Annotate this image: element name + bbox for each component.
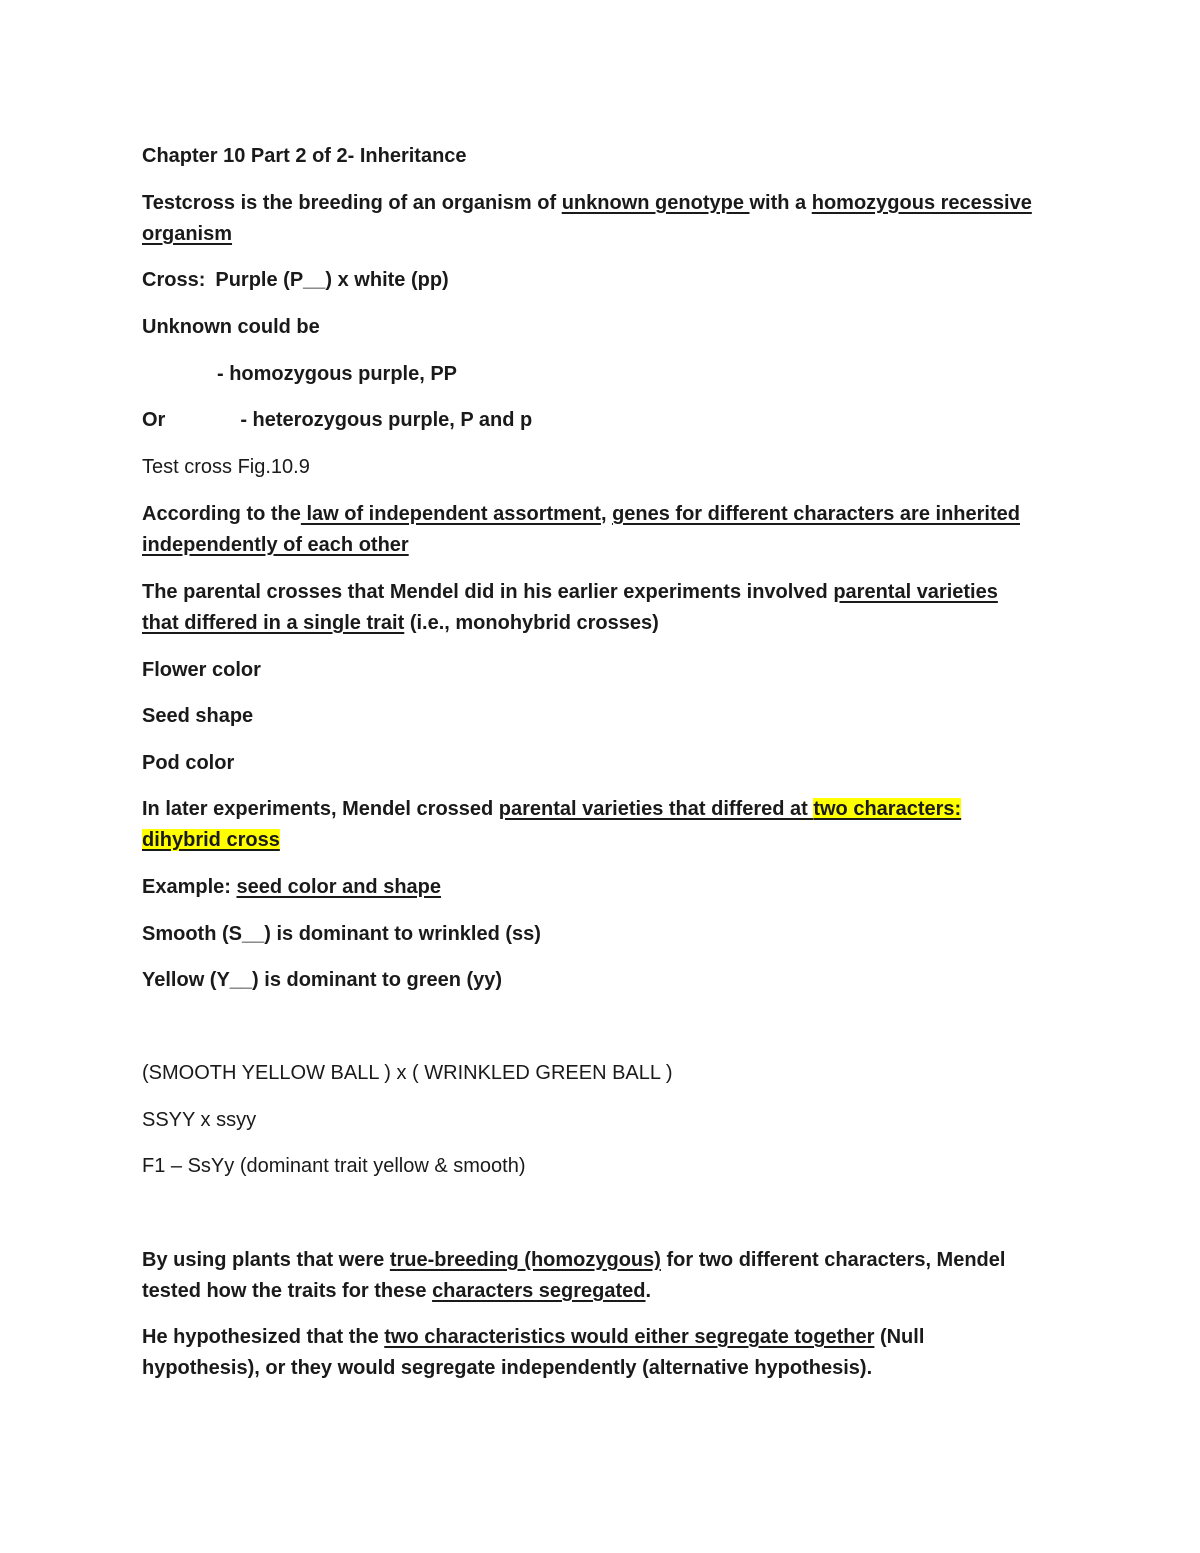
law-underline-independently: independently of each other: [142, 534, 409, 556]
law-underline-genes: genes for different characters are inherited: [612, 503, 1020, 525]
plants-underline-segregated: characters segregated: [432, 1280, 646, 1302]
parental-text-2: (i.e., monohybrid crosses): [404, 612, 659, 634]
testcross-figure-ref: [142, 452, 310, 483]
testcross-text-1: Testcross is the breeding of an organism of: [142, 192, 562, 214]
example-underline: seed color and shape: [236, 876, 441, 898]
example-line: [142, 872, 441, 903]
testcross-figure-text: Test cross Fig.10.9: [142, 456, 310, 478]
law-line-cont: [142, 530, 409, 561]
or-label: Or: [142, 409, 166, 431]
hypothesis-line-cont: [142, 1353, 872, 1384]
trait-item: [142, 655, 261, 686]
hypothesis-line: [142, 1322, 924, 1353]
plants-text-2: for two different characters, Mendel: [660, 1249, 1006, 1271]
genotypes-text: SSYY x ssyy: [142, 1109, 257, 1131]
testcross-definition: [142, 188, 1032, 219]
later-line: [142, 794, 961, 825]
balls-line: [142, 1058, 672, 1089]
cross-line: [142, 265, 449, 296]
yellow-line: [142, 965, 502, 996]
law-line: [142, 499, 1020, 530]
plants-line-cont: [142, 1276, 651, 1307]
smooth-text: Smooth (S__) is dominant to wrinkled (ss): [142, 923, 541, 945]
plants-underline-true-breeding: true-breeding (homozygous): [389, 1249, 661, 1271]
trait-pod-color: Pod color: [142, 752, 235, 774]
plants-text-1: By using plants that were: [142, 1249, 390, 1271]
trait-flower-color: Flower color: [142, 659, 261, 681]
option-heterozygous: [142, 405, 532, 436]
testcross-underline-homozygous: homozygous recessive: [811, 192, 1032, 214]
hypothesis-underline: two characteristics would either segregate together: [384, 1326, 875, 1348]
parental-underline-single-trait: that differed in a single trait: [142, 612, 405, 634]
testcross-underline-organism: organism: [142, 223, 233, 245]
page-title: [142, 141, 467, 172]
f1-text: F1 – SsYy (dominant trait yellow & smooth): [142, 1155, 526, 1177]
law-underline-name: law of independent assortment: [300, 503, 601, 525]
plants-line: [142, 1245, 1005, 1276]
unknown-line: [142, 312, 320, 343]
testcross-text-2: with a: [749, 192, 812, 214]
option-homozygous: [217, 359, 457, 390]
testcross-definition-cont: [142, 219, 232, 250]
option-heterozygous-text: - heterozygous purple, P and p: [240, 409, 533, 431]
hypothesis-text-1: He hypothesized that the: [142, 1326, 385, 1348]
later-highlight-dihybrid: dihybrid cross: [142, 829, 280, 851]
hypothesis-text-3: hypothesis), or they would segregate independently (alternative hypothesis).: [142, 1357, 873, 1379]
unknown-text: Unknown could be: [142, 316, 320, 338]
option-homozygous-text: - homozygous purple, PP: [217, 363, 458, 385]
cross-label: Cross:: [142, 269, 206, 291]
parental-underline-varieties: parental varieties: [833, 581, 998, 603]
trait-item: [142, 701, 253, 732]
parental-line-cont: [142, 608, 659, 639]
trait-item: [142, 748, 234, 779]
testcross-underline-unknown: unknown genotype: [561, 192, 750, 214]
later-underline-varieties: parental varieties that differed at: [498, 798, 814, 820]
yellow-text: Yellow (Y__) is dominant to green (yy): [142, 969, 503, 991]
genotypes-line: [142, 1105, 256, 1136]
cross-text: Purple (P__) x white (pp): [215, 269, 449, 291]
later-text-1: In later experiments, Mendel crossed: [142, 798, 499, 820]
hypothesis-text-2: (Null: [874, 1326, 925, 1348]
later-highlight-two-characters: two characters:: [813, 798, 962, 820]
trait-seed-shape: Seed shape: [142, 705, 254, 727]
later-line-cont: [142, 825, 280, 856]
law-text-2: ,: [600, 503, 613, 525]
example-label: Example:: [142, 876, 237, 898]
plants-text-3: tested how the traits for these: [142, 1280, 433, 1302]
parental-line: [142, 577, 998, 608]
law-text-1: According to the: [142, 503, 301, 525]
parental-text-1: The parental crosses that Mendel did in his earlier experiments involved: [142, 581, 834, 603]
title-text: Chapter 10 Part 2 of 2- Inheritance: [142, 145, 467, 167]
smooth-line: [142, 919, 541, 950]
plants-text-4: .: [645, 1280, 652, 1302]
balls-text: (SMOOTH YELLOW BALL ) x ( WRINKLED GREEN BALL ): [142, 1062, 673, 1084]
f1-line: [142, 1151, 525, 1182]
